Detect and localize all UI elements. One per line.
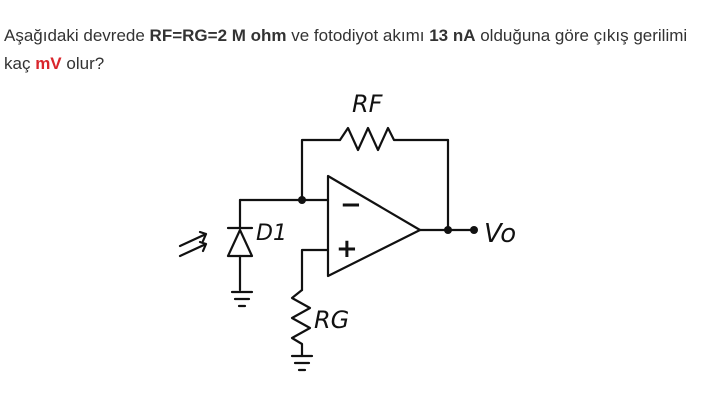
noninverting-input-wire <box>302 250 328 290</box>
photodiode <box>228 228 252 256</box>
ground-d1 <box>232 292 252 306</box>
question-part-2: ve fotodiyot akımı <box>286 26 430 45</box>
light-arrows-icon <box>180 232 206 256</box>
question-part-3: olduğuna göre çıkış gerilimi kaç <box>4 26 688 73</box>
feedback-wire-left <box>302 140 340 200</box>
rf-resistor <box>340 128 448 150</box>
output-junction-dot <box>444 226 452 234</box>
rg-resistor <box>292 290 310 356</box>
question-part-1: Aşağıdaki devrede <box>4 26 150 45</box>
minus-sign: − <box>340 190 362 220</box>
junction-dot <box>298 196 306 204</box>
unit-mv: mV <box>35 54 62 73</box>
photodiode-current: 13 nA <box>429 26 476 45</box>
question-part-4: olur? <box>61 54 105 73</box>
ground-rg <box>292 356 312 370</box>
d1-label: D1 <box>256 221 287 246</box>
resistor-values: RF=RG=2 M ohm <box>149 26 287 45</box>
plus-sign: + <box>336 234 358 264</box>
rg-label: RG <box>314 306 350 334</box>
rf-label: RF <box>352 90 383 118</box>
vo-label: Vo <box>484 219 517 249</box>
output-terminal-dot <box>470 226 478 234</box>
